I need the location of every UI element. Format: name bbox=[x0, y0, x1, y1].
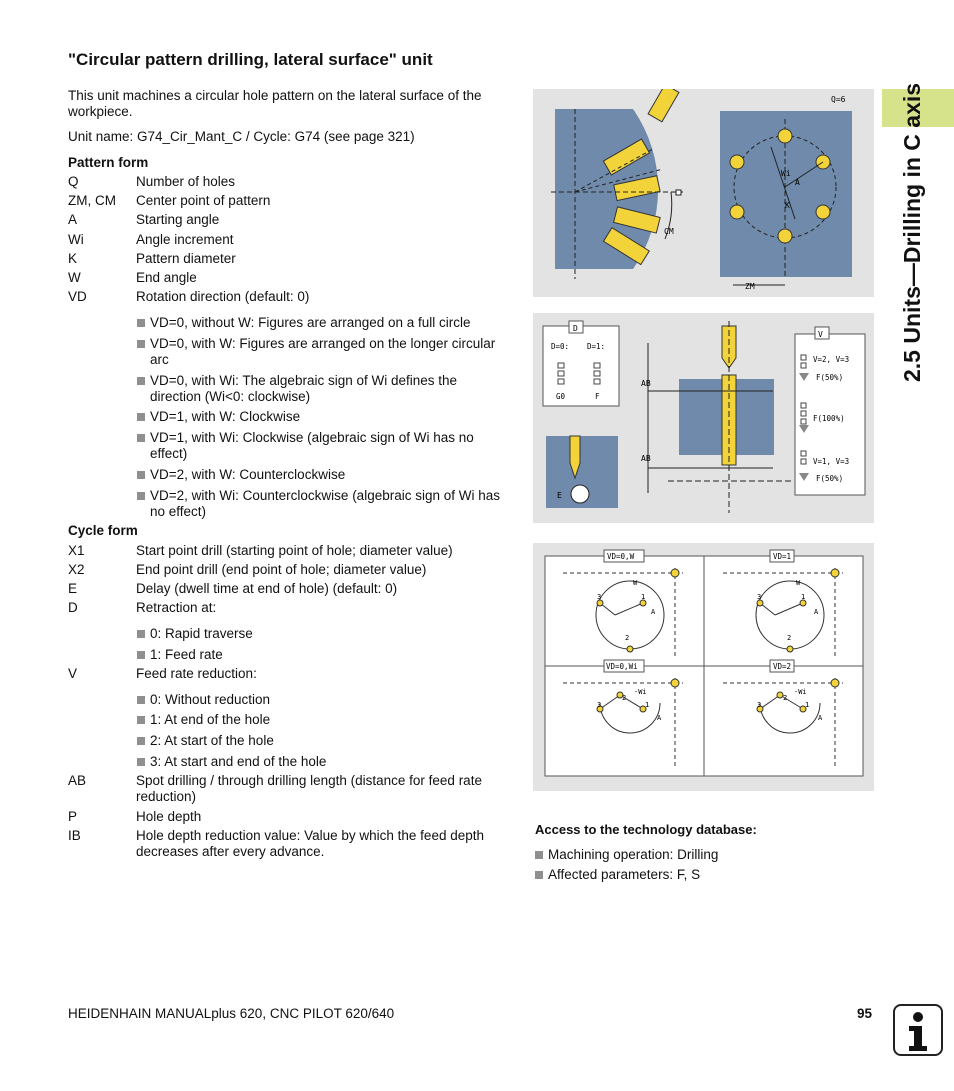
wi-label: -Wi bbox=[794, 688, 807, 696]
figure-cycle bbox=[533, 313, 874, 523]
point-3-label: 3 bbox=[597, 701, 602, 709]
point-1-label: 1 bbox=[805, 701, 810, 709]
d-option: 0: Rapid traverse bbox=[137, 626, 507, 642]
v-option: 2: At start of the hole bbox=[137, 733, 507, 749]
vd-option: VD=0, without W: Figures are arranged on a full circle bbox=[137, 315, 507, 331]
footer-text: HEIDENHAIN MANUALplus 620, CNC PILOT 620/640 bbox=[68, 1006, 395, 1021]
point-2-label: 2 bbox=[783, 694, 788, 702]
figure-rotation-direction bbox=[533, 543, 874, 791]
vd-option: VD=0, with W: Figures are arranged on the longer circular arc bbox=[137, 336, 507, 368]
vd-option: VD=1, with Wi: Clockwise (algebraic sign of Wi has no effect) bbox=[137, 430, 507, 462]
vd-option: VD=1, with W: Clockwise bbox=[137, 409, 507, 425]
vd-option: VD=2, with W: Counterclockwise bbox=[137, 467, 507, 483]
wi-label: -Wi bbox=[634, 688, 647, 696]
d-box-label: D bbox=[573, 324, 578, 333]
vd2-label: VD=2 bbox=[773, 662, 792, 671]
a-label: A bbox=[651, 608, 656, 616]
point-1-label: 1 bbox=[645, 701, 650, 709]
f50b-label: F(50%) bbox=[816, 474, 844, 483]
w-label: W bbox=[633, 579, 638, 587]
f100-label: F(100%) bbox=[813, 414, 845, 423]
k-label: K bbox=[785, 201, 790, 210]
g0-label: G0 bbox=[556, 392, 566, 401]
e-label: E bbox=[557, 491, 562, 500]
figure-cycle-drawing bbox=[533, 313, 874, 523]
d1-label: D=1: bbox=[587, 342, 606, 351]
cycle-form-heading: Cycle form bbox=[68, 523, 138, 538]
info-icon bbox=[893, 1004, 943, 1056]
vd-option: VD=0, with Wi: The algebraic sign of Wi defines the direction (Wi<0: clockwise) bbox=[137, 373, 507, 405]
wi-label: Wi bbox=[781, 169, 791, 178]
a-label: A bbox=[795, 178, 800, 187]
f-label: F bbox=[595, 392, 600, 401]
tech-db-item: Machining operation: Drilling bbox=[535, 847, 865, 863]
a-label: A bbox=[814, 608, 819, 616]
vd0w-label: VD=0,W bbox=[607, 552, 635, 561]
v-option: 3: At start and end of the hole bbox=[137, 754, 507, 770]
point-3-label: 3 bbox=[757, 593, 762, 601]
figure-circular-pattern-drawing bbox=[533, 89, 874, 297]
ab-label-bottom: AB bbox=[641, 454, 651, 463]
point-3-label: 3 bbox=[757, 701, 762, 709]
figure-rotation-drawing bbox=[533, 543, 874, 791]
unit-name-text: Unit name: G74_Cir_Mant_C / Cycle: G74 (see page 321) bbox=[68, 129, 415, 144]
point-2-label: 2 bbox=[625, 634, 630, 642]
ab-label-top: AB bbox=[641, 379, 651, 388]
page-number: 95 bbox=[857, 1006, 873, 1021]
pattern-form-heading: Pattern form bbox=[68, 155, 149, 170]
point-2-label: 2 bbox=[622, 694, 627, 702]
point-3-label: 3 bbox=[597, 593, 602, 601]
intro-text: This unit machines a circular hole pattern on the lateral surface of the workpiece. bbox=[68, 88, 482, 119]
vd-option: VD=2, with Wi: Counterclockwise (algebraic sign of Wi has no effect) bbox=[137, 488, 507, 520]
chapter-title: 2.5 Units—Drilling in C axis bbox=[899, 82, 925, 382]
a-label: A bbox=[657, 714, 662, 722]
q-label: Q=6 bbox=[831, 95, 846, 104]
d0-label: D=0: bbox=[551, 342, 570, 351]
figure-circular-pattern bbox=[533, 89, 874, 297]
zm-label: ZM bbox=[745, 282, 755, 291]
a-label: A bbox=[818, 714, 823, 722]
page-heading: "Circular pattern drilling, lateral surface" unit bbox=[68, 50, 433, 69]
v-box-label: V bbox=[818, 330, 823, 339]
v23-label: V=2, V=3 bbox=[813, 355, 850, 364]
vd1-label: VD=1 bbox=[773, 552, 792, 561]
w-label: W bbox=[796, 579, 801, 587]
vd0wi-label: VD=0,Wi bbox=[606, 662, 638, 671]
v-option: 1: At end of the hole bbox=[137, 712, 507, 728]
v13-label: V=1, V=3 bbox=[813, 457, 850, 466]
point-1-label: 1 bbox=[801, 593, 806, 601]
tech-db-heading: Access to the technology database: bbox=[535, 822, 757, 837]
d-option: 1: Feed rate bbox=[137, 647, 507, 663]
point-2-label: 2 bbox=[787, 634, 792, 642]
v-option: 0: Without reduction bbox=[137, 692, 507, 708]
cm-label: CM bbox=[664, 227, 674, 236]
tech-db-item: Affected parameters: F, S bbox=[535, 867, 865, 883]
f50a-label: F(50%) bbox=[816, 373, 844, 382]
point-1-label: 1 bbox=[641, 593, 646, 601]
